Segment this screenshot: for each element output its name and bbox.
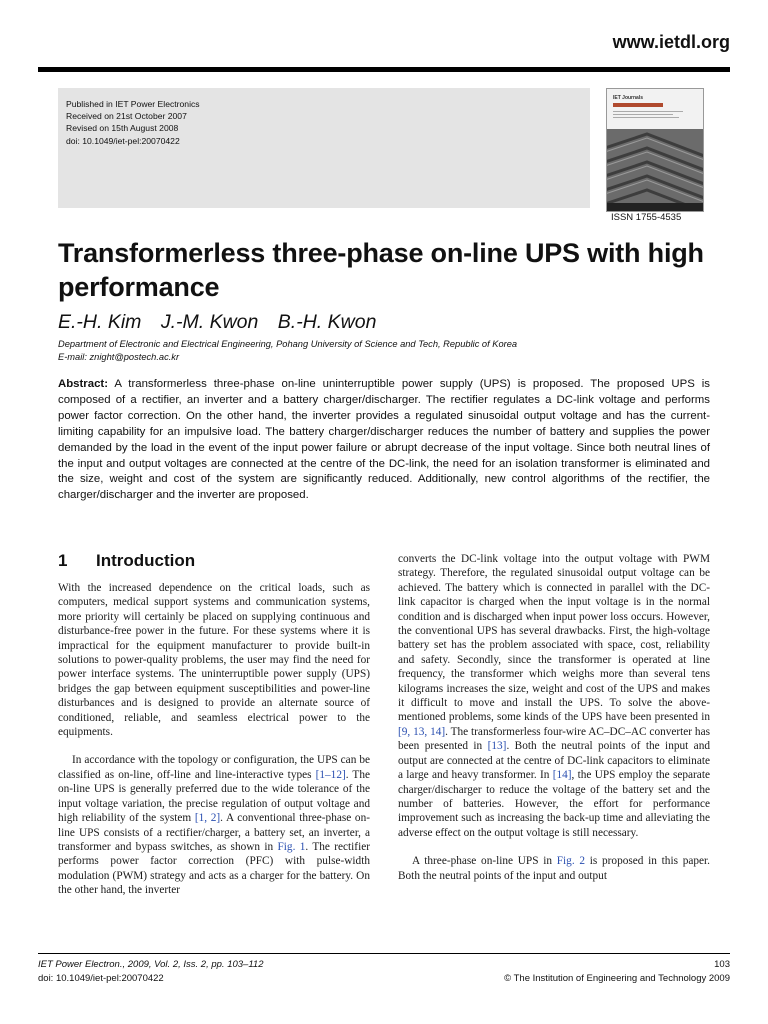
publication-info-box — [58, 88, 590, 208]
paragraph: converts the DC-link voltage into the output voltage with PWM strategy. Therefore, the regulated sinusoidal output voltage can be achieved. The battery which is connected in parallel with the DC-link capacitor is charged when the input voltage is in the normal condition and is discharged when input power loss occurs. However, the conventional UPS has several drawbacks. First, the high-voltage battery set has the problem associated with space, cost, reliability and safety. Secondly, since the transformer is operated at line frequency, the transformer which weighs more than several tens kilograms increases the size, weight and cost of the UPS and makes it difficult to move and install the UPS. To solve the above-mentioned problems, some kinds of the UPS have been presented in [9, 13, 14]. The transformerless four-wire AC–DC–AC converter has been presented in [13]. Both the neutral points of the input and output are connected at the centre of DC-link capacitors to eliminate a large and heavy transformer. In [14], the UPS employ the separate charger/discharger to reduce the voltage of the battery set and the number of batteries. However, the effort for performance improvement such as increasing the back-up time and alleviating the adverse effect on the output voltage is still necessary. — [398, 553, 710, 839]
article-title: Transformerless three-phase on-line UPS with high performance — [58, 238, 704, 302]
author-list — [58, 311, 390, 334]
paragraph: In accordance with the topology or configuration, the UPS can be classified as on-line, off-line and line-interactive types [1–12]. The on-line UPS is generally preferred due to the wide tolerance of the input voltage variation, the precise regulation of output voltage and high reliability of the system [1, 2]. A conventional three-phase on-line UPS consists of a rectifier/charger, a battery set, an inverter, a transformer and bypass switches, as shown in Fig. 1. The rectifier performs power factor correction (PFC) with pulse-width modulation (PWM) strategy and acts as a charger for the battery. On the other hand, the inverter — [58, 754, 370, 897]
cover-brand: IET Journals — [613, 95, 644, 101]
footer-right — [504, 958, 730, 985]
footer-left — [38, 958, 264, 985]
affiliation-block — [58, 338, 517, 363]
issn-label: ISSN 1755-4535 — [611, 212, 682, 223]
author-name: E.-H. Kim — [58, 311, 142, 333]
section-title: Introduction — [96, 551, 196, 570]
citation-link[interactable]: [1–12] — [315, 768, 346, 781]
right-column — [398, 552, 710, 883]
abstract-label: Abstract: — [58, 378, 109, 390]
affiliation: Department of Electronic and Electrical Engineering, Pohang University of Science and Tech, Republic of Korea — [58, 339, 518, 349]
footer-doi: doi: 10.1049/iet-pel:20070422 — [38, 972, 164, 984]
abstract — [58, 377, 710, 504]
cover-photo — [607, 129, 703, 211]
journal-line: Published in IET Power Electronics — [66, 99, 200, 109]
figure-link[interactable]: Fig. 2 — [556, 855, 586, 868]
received-date: Received on 21st October 2007 — [66, 111, 187, 122]
citation-link[interactable]: [9, 13, 14] — [398, 725, 446, 738]
doi-line: doi: 10.1049/iet-pel:20070422 — [66, 135, 180, 146]
publication-lines — [66, 98, 200, 147]
author-name: B.-H. Kwon — [277, 311, 377, 333]
figure-link[interactable]: Fig. 1 — [277, 840, 306, 853]
footer-citation: IET Power Electron., 2009, Vol. 2, Iss. 2, pp. 103–112 — [38, 959, 264, 970]
author-email: E-mail: znight@postech.ac.kr — [58, 351, 180, 362]
footer-rule — [38, 953, 730, 954]
author-name: J.-M. Kwon — [160, 311, 259, 333]
section-number: 1 — [58, 551, 68, 570]
journal-cover-image — [606, 88, 704, 212]
revised-date: Revised on 15th August 2008 — [66, 123, 179, 134]
top-rule — [38, 67, 730, 72]
citation-link[interactable]: [1, 2] — [194, 812, 221, 825]
site-url-link[interactable]: www.ietdl.org — [612, 32, 730, 52]
page-number: 103 — [714, 959, 730, 970]
citation-link[interactable]: [14] — [552, 769, 572, 782]
left-column — [58, 581, 370, 898]
section-heading — [58, 551, 195, 571]
abstract-text: A transformerless three-phase on-line uninterruptible power supply (UPS) is proposed. The proposed UPS is composed of a rectifier, an inverter and a battery charger/discharger. The rectifier regulates a DC-link voltage and performs power factor correction. On the other hand, the inverter provides a regulated sinusoidal output voltage and has the current-limiting capability for an impulsive load. The battery charger/discharger reduces the number of battery and supplies the power demanded by the load in the event of the input power failure or abrupt decrease of the input voltage. Since both neutral lines of the input and output voltages are connected at the centre of the DC-link, the need for an isolation transformer is eliminated and the size, weight and cost of the system are significantly reduced. Additionally, new control algorithms of the rectifier, the charger/discharger and the inverter are proposed. — [58, 378, 710, 502]
paragraph: A three-phase on-line UPS in Fig. 2 is proposed in this paper. Both the neutral points of the input and output — [398, 855, 711, 882]
copyright: © The Institution of Engineering and Technology 2009 — [504, 972, 730, 984]
paragraph: With the increased dependence on the critical loads, such as computers, medical support systems and communication systems, more priority will certainly be placed on supplying continuous and disturbance-free power in the future. For these systems where it is impractical for the equipment manufacturer to provide built-in solutions to power-quality problems, the user may find the need for power interface systems. The uninterruptible power supply (UPS) bridges the gap between equipment susceptibilities and power-line disturbances and is designed to provide an alternate source of conditioned, reliable, and seamless electrical power to the equipments. — [58, 582, 370, 739]
citation-link[interactable]: [13] — [487, 740, 507, 753]
